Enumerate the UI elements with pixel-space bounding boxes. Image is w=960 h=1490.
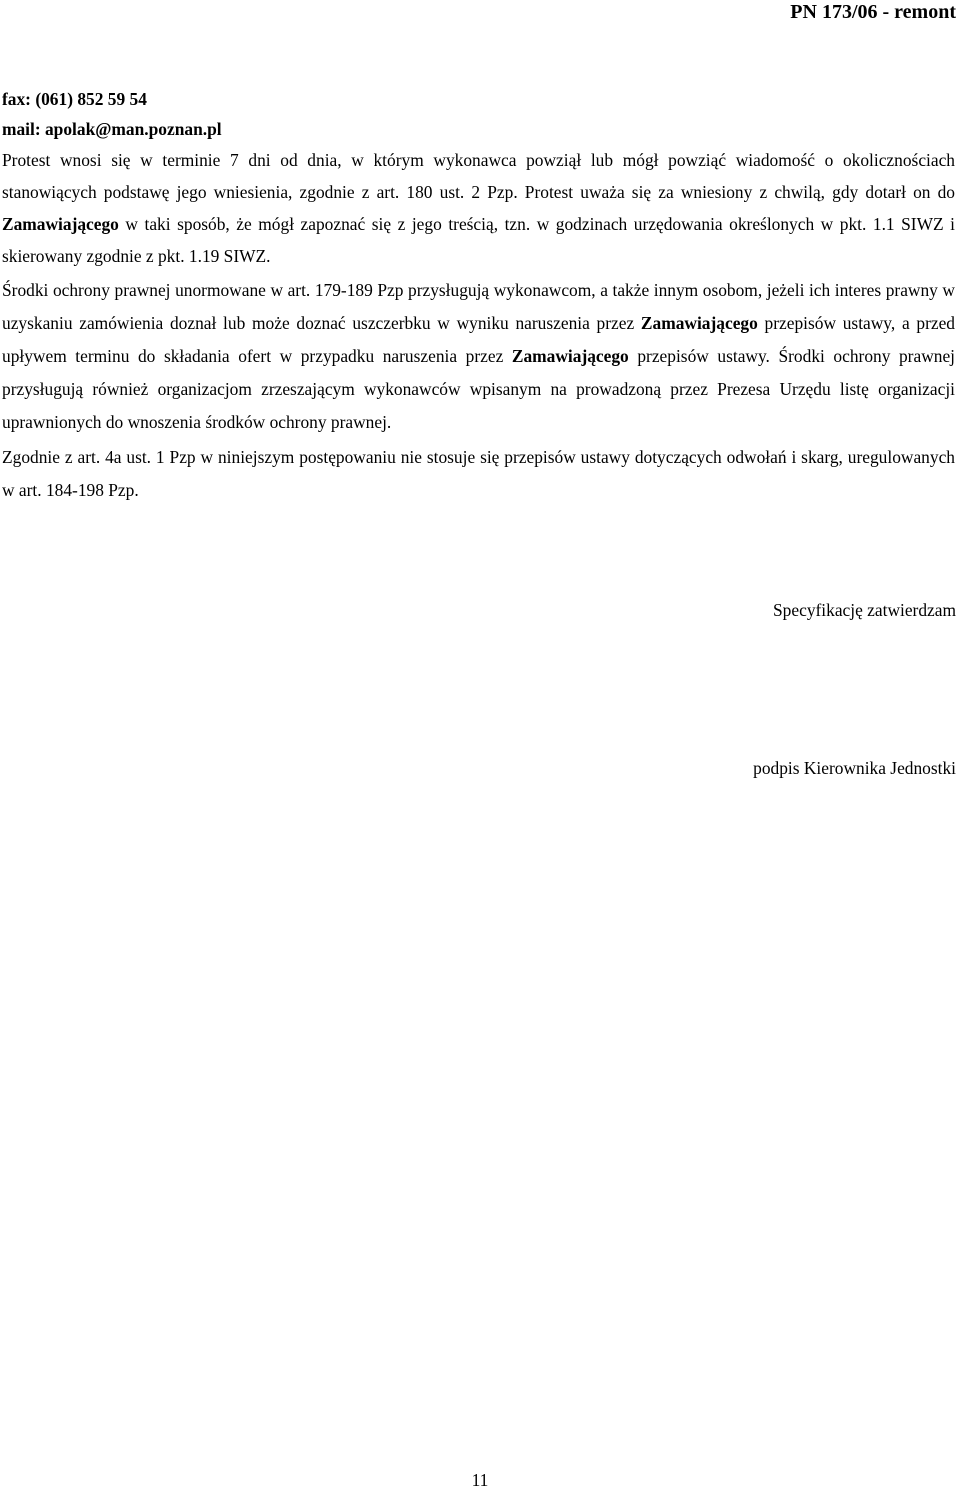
fax-line: fax: (061) 852 59 54: [2, 89, 147, 109]
protest-text-1: Protest wnosi się w terminie 7 dni od dnia, w którym wykonawca powziął lub mógł powziąć wiadomość o okolicznościach stanowiących podstawę jego wniesienia, zgodnie z art. 180 ust. 2 Pzp. Protest uważa się za wniesiony z chwilą, gdy dotarł on do: [2, 150, 955, 202]
exclusion-paragraph: Zgodnie z art. 4a ust. 1 Pzp w niniejszym postępowaniu nie stosuje się przepisów ustawy dotyczących odwołań i skarg, uregulowanych w art. 184-198 Pzp.: [2, 447, 955, 500]
legal-contracting-authority-1: Zamawiającego: [640, 313, 758, 333]
legal-contracting-authority-2: Zamawiającego: [511, 346, 629, 366]
protest-text-2: w taki sposób, że mógł zapoznać się z jego treścią, tzn. w godzinach urzędowania określonych w pkt. 1.1 SIWZ i skierowany zgodnie z pkt. 1.19 SIWZ.: [2, 214, 955, 266]
legal-text-3: przepisów ustawy. Środki ochrony prawnej przysługują również organizacjom zrzeszającym wykonawców wpisanym na prowadzoną przez Prezesa Urzędu listę organizacji uprawnionych do wnoszenia środków ochrony prawnej.: [2, 346, 955, 432]
protest-paragraph: [2, 144, 955, 272]
legal-remedies-paragraph: [2, 274, 955, 439]
protest-contracting-authority: Zamawiającego: [2, 214, 119, 234]
mail-line: mail: apolak@man.poznan.pl: [2, 119, 222, 139]
document-reference: PN 173/06 - remont: [790, 1, 956, 23]
legal-text-1: Środki ochrony prawnej unormowane w art. 179-189 Pzp przysługują wykonawcom, a także innym osobom, jeżeli ich interes prawny w uzyskaniu zamówienia doznał lub może doznać uszczerbku w wyniku naruszenia przez: [2, 280, 955, 333]
page-number: 11: [471, 1470, 489, 1490]
legal-text-2: przepisów ustawy, a przed upływem terminu do składania ofert w przypadku naruszenia przez: [2, 313, 956, 366]
document-body: [2, 84, 955, 507]
approval-statement: Specyfikację zatwierdzam: [773, 600, 956, 620]
signature-caption: podpis Kierownika Jednostki: [753, 758, 956, 778]
